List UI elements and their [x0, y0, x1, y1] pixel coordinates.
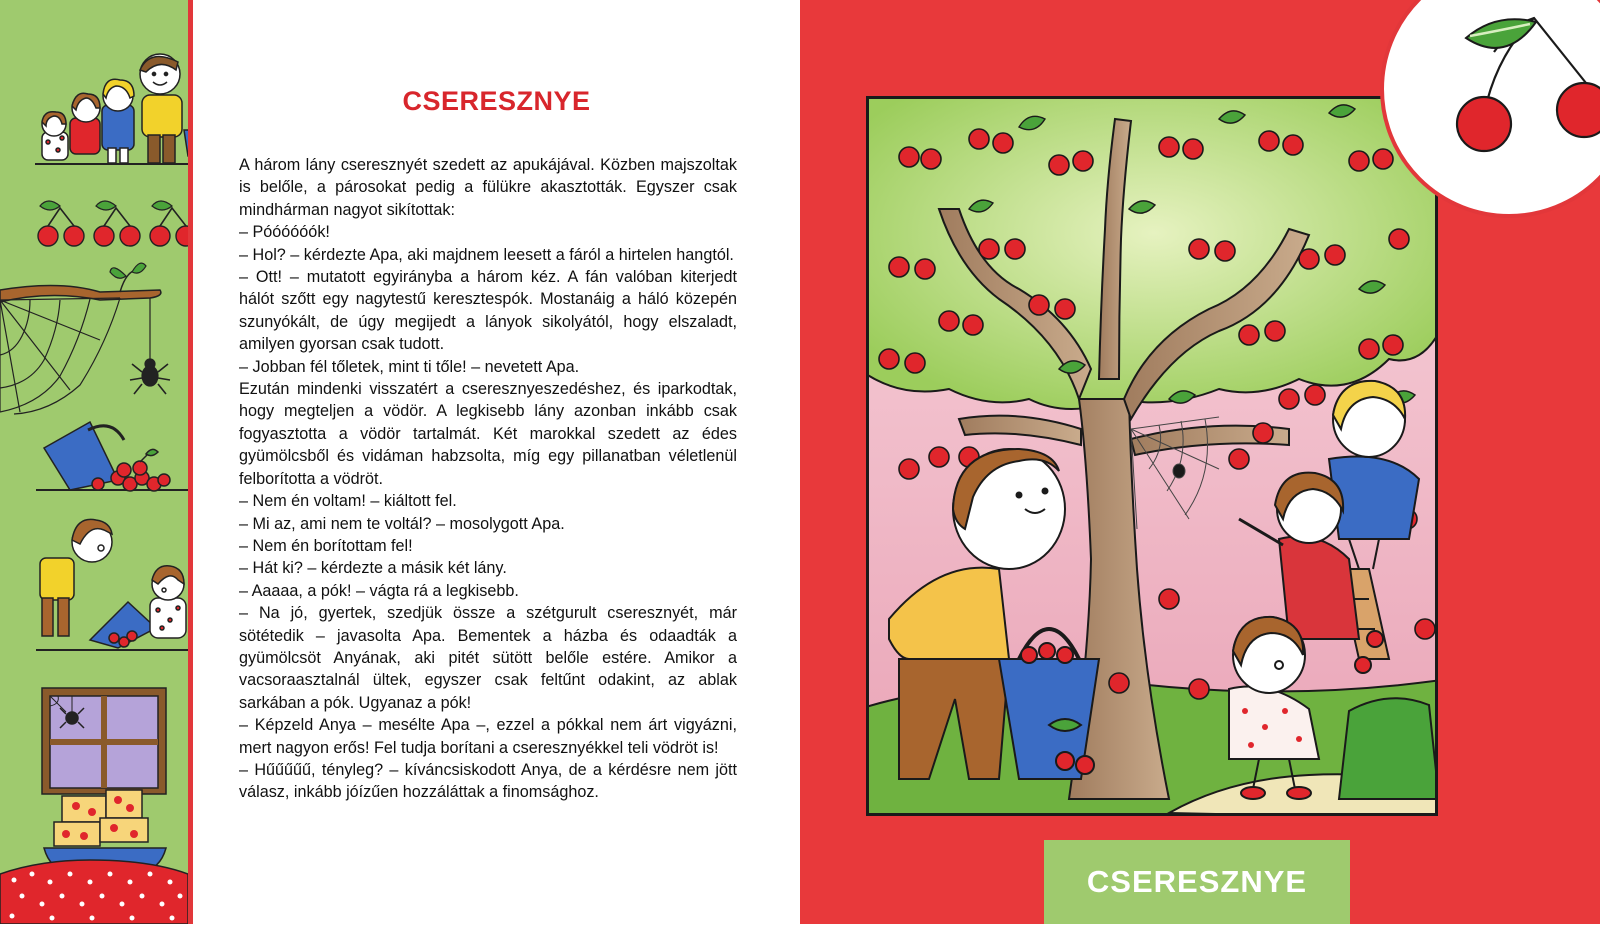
- cherries-row-icon: [38, 201, 188, 246]
- illustration-page: [800, 0, 1600, 924]
- story-paragraph: – Hűűűűű, tényleg? – kíváncsiskodott Anya, de a kérdésre nem jött válasz, inkább jóízűen hozzáláttak a finomsághoz.: [239, 760, 737, 802]
- corner-medallion: [1380, 0, 1600, 218]
- story-page: [193, 0, 800, 924]
- story-paragraph: – Na jó, gyertek, szedjük össze a szétgurult cseresznyét, már sötétedik – javasolta Apa. Bementek a házba és odaadták a gyümölcsöt Anyának, aki pitét sütött belőle estére. Amikor a vacsoraasztalnál ültek, egyszer csak feltűnt odakint, az ablak sarkában a pók. Ugyanaz a pók!: [239, 604, 737, 712]
- story-text: [239, 154, 737, 804]
- story-paragraph: – Nem én borítottam fel!: [239, 536, 413, 555]
- cherry-pair-icon: [1384, 0, 1600, 214]
- story-paragraph: – Aaaaa, a pók! – vágta rá a legkisebb.: [239, 581, 519, 600]
- tipped-bucket-icon: [36, 422, 188, 491]
- window-spider-icon: [42, 688, 166, 794]
- spider-web-icon: [0, 263, 170, 414]
- story-paragraph: – Hol? – kérdezte Apa, aki majdnem leesett a fáról a hirtelen hangtól.: [239, 245, 734, 264]
- strip-illustrations: [0, 0, 188, 924]
- story-paragraph: – Ott! – mutatott egyirányba a három kéz. A fán valóban kiterjedt hálót szőtt egy nagytestű keresztespók. Mostanáig a háló közepén szunyókált, de úgy megijedt a lányok sikolyától, hogy elszaladt, amilyen gyorsan csak tudott.: [239, 268, 737, 354]
- story-paragraph: – Hát ki? – kérdezte a másik két lány.: [239, 559, 507, 578]
- story-paragraph: – Jobban fél tőletek, mint ti tőle! – nevetett Apa.: [239, 357, 580, 376]
- story-paragraph: A három lány cseresznyét szedett az apukájával. Közben majszoltak is belőle, a párosokat pedig a fülükre akasztották. Egyszer csak mindhárman nagyot sikítottak:: [239, 156, 737, 219]
- page-label-box: [1044, 840, 1350, 924]
- cherry-tree-illustration: [869, 99, 1435, 813]
- story-paragraph: – Nem én voltam! – kiáltott fel.: [239, 492, 457, 511]
- illustration-frame: [866, 96, 1438, 816]
- left-decor-strip: [0, 0, 190, 924]
- story-paragraph: – Póóóóóók!: [239, 223, 330, 242]
- tablecloth-icon: [0, 860, 188, 924]
- family-icon: [35, 54, 188, 164]
- story-paragraph: – Képzeld Anya – mesélte Apa –, ezzel a pókkal nem árt vigyázni, mert nagyon erős! Fel tudja borítani a cseresznyékkel teli vödröt is!: [239, 716, 737, 757]
- story-paragraph: – Mi az, ami nem te voltál? – mosolygott Apa.: [239, 514, 565, 533]
- story-paragraph: Ezután mindenki visszatért a cseresznyeszedéshez, és iparkodtak, hogy megteljen a vödör. A legkisebb lány azonban inkább csak fogyasztotta a vödör tartalmát. Két marokkal szedett az édes gyümölcsből és vidáman habzsolta, míg egy pillanatban véletlenül felborította a vödröt.: [239, 380, 737, 488]
- page-label: CSERESZNYE: [1086, 864, 1308, 899]
- dad-and-girl-icon: [36, 519, 188, 650]
- page-title: CSERESZNYE: [402, 86, 591, 116]
